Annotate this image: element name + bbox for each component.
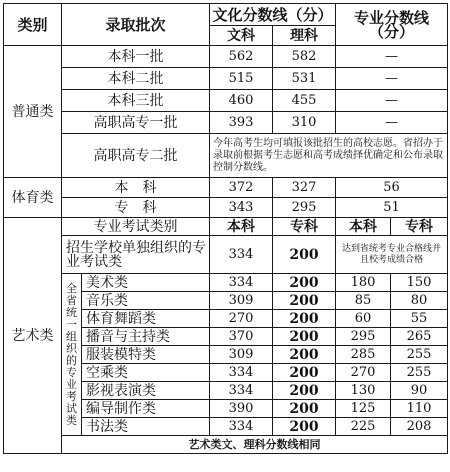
- art-major-zhuanke: 55: [391, 310, 448, 328]
- li-score: 295: [273, 198, 336, 218]
- art-major-benke: 225: [336, 418, 391, 436]
- art-major-zhuanke: 255: [391, 364, 448, 382]
- li-score: 455: [273, 90, 336, 112]
- art-major-benke: 60: [336, 310, 391, 328]
- batch-name: 本 科: [62, 178, 210, 198]
- art-major-benke: 125: [336, 400, 391, 418]
- batch-name: 专 科: [62, 198, 210, 218]
- header-major-line-title: 专业分数线: [354, 8, 430, 27]
- li-score: 310: [273, 112, 336, 134]
- art-benke-score: 334: [210, 364, 273, 382]
- art-type-name: 音乐类: [82, 292, 210, 310]
- header-category: 类别: [4, 4, 62, 46]
- general-label: 普通类: [4, 46, 62, 178]
- header-like: 理科: [273, 26, 336, 46]
- art-type-name: 招生学校单独组织的专业考试类: [62, 236, 210, 274]
- header-culture-line: 文化分数线（分）: [210, 4, 336, 26]
- wen-score: 372: [210, 178, 273, 198]
- art-major-zhuanke: 150: [391, 274, 448, 292]
- art-type-name: 美术类: [82, 274, 210, 292]
- header-major-line-unit: （分）: [369, 22, 415, 41]
- art-type-header: 专业考试类别: [62, 218, 210, 236]
- gaozhi2-note: 今年高考生均可填报该批招生的高校志愿。省招办于录取前根据考生志愿和高考成绩择优确定和公布录取控制分数线。: [210, 134, 448, 178]
- header-major-line: [336, 4, 448, 46]
- art-major-benke: 295: [336, 328, 391, 346]
- art-major-benke: 180: [336, 274, 391, 292]
- art-benke-score: 309: [210, 346, 273, 364]
- general-row: [4, 46, 448, 68]
- sports-row: [4, 178, 448, 198]
- li-score: 327: [273, 178, 336, 198]
- header-wenke: 文科: [210, 26, 273, 46]
- art-major-zhuanke: 265: [391, 328, 448, 346]
- art-zhuanke-header: 专科: [273, 218, 336, 236]
- art-major-zhuanke: 208: [391, 418, 448, 436]
- batch-name: 高职高专二批: [62, 134, 210, 178]
- batch-name: 高职高专一批: [62, 112, 210, 134]
- general-row: [4, 112, 448, 134]
- art-major-zhuanke: 90: [391, 382, 448, 400]
- sports-row: [4, 198, 448, 218]
- art-major-zhuanke-header: 专科: [391, 218, 448, 236]
- art-benke-score: 390: [210, 400, 273, 418]
- art-zhuanke-score: 200: [273, 328, 336, 346]
- art-benke-header: 本科: [210, 218, 273, 236]
- art-major-zhuanke: 80: [391, 292, 448, 310]
- major-score: —: [336, 46, 448, 68]
- general-row: [4, 90, 448, 112]
- art-zhuanke-score: 200: [273, 364, 336, 382]
- art-label: 艺术类: [4, 218, 62, 454]
- art-benke-score: 270: [210, 310, 273, 328]
- major-score: 51: [336, 198, 448, 218]
- score-table: [3, 3, 448, 454]
- art-major-benke: 285: [336, 346, 391, 364]
- art-benke-score: 334: [210, 236, 273, 274]
- art-zhuanke-score: 200: [273, 400, 336, 418]
- batch-name: 本科三批: [62, 90, 210, 112]
- wen-score: 562: [210, 46, 273, 68]
- art-type-name: 播音与主持类: [82, 328, 210, 346]
- art-major-zhuanke: 255: [391, 346, 448, 364]
- art-zhuanke-score: 200: [273, 236, 336, 274]
- art-single-row: [4, 236, 448, 274]
- art-zhuanke-score: 200: [273, 310, 336, 328]
- art-benke-score: 334: [210, 382, 273, 400]
- art-zhuanke-score: 200: [273, 346, 336, 364]
- art-type-name: 影视表演类: [82, 382, 210, 400]
- art-type-name: 服装模特类: [82, 346, 210, 364]
- art-type-name: 体育舞蹈类: [82, 310, 210, 328]
- art-footer-row: [4, 436, 448, 454]
- art-type-name: 编导制作类: [82, 400, 210, 418]
- general-row: [4, 68, 448, 90]
- major-score: —: [336, 68, 448, 90]
- li-score: 531: [273, 68, 336, 90]
- wen-score: 460: [210, 90, 273, 112]
- art-footer-note: 艺术类文、理科分数线相同: [62, 436, 448, 454]
- header-batch: 录取批次: [62, 4, 210, 46]
- major-score: —: [336, 90, 448, 112]
- wen-score: 343: [210, 198, 273, 218]
- art-zhuanke-score: 200: [273, 418, 336, 436]
- art-subheader: [4, 218, 448, 236]
- art-unified-label: 全省统一组织的专业考试类: [66, 281, 77, 427]
- sports-label: 体育类: [4, 178, 62, 218]
- major-score: 56: [336, 178, 448, 198]
- art-zhuanke-score: 200: [273, 274, 336, 292]
- art-major-benke-header: 本科: [336, 218, 391, 236]
- art-type-name: 空乘类: [82, 364, 210, 382]
- major-score: —: [336, 112, 448, 134]
- art-major-benke: 130: [336, 382, 391, 400]
- art-unified-label-cell: [62, 274, 82, 436]
- batch-name: 本科一批: [62, 46, 210, 68]
- art-type-name: 书法类: [82, 418, 210, 436]
- art-benke-score: 370: [210, 328, 273, 346]
- li-score: 582: [273, 46, 336, 68]
- wen-score: 515: [210, 68, 273, 90]
- art-row: [4, 274, 448, 292]
- art-major-benke: 85: [336, 292, 391, 310]
- art-benke-score: 309: [210, 292, 273, 310]
- general-row-gaozhi2: [4, 134, 448, 178]
- wen-score: 393: [210, 112, 273, 134]
- art-single-note: 达到省统考专业合格线并且校考成绩合格: [336, 236, 448, 274]
- art-major-benke: 270: [336, 364, 391, 382]
- art-benke-score: 334: [210, 418, 273, 436]
- art-zhuanke-score: 200: [273, 292, 336, 310]
- art-benke-score: 334: [210, 274, 273, 292]
- batch-name: 本科二批: [62, 68, 210, 90]
- art-zhuanke-score: 200: [273, 382, 336, 400]
- art-major-zhuanke: 110: [391, 400, 448, 418]
